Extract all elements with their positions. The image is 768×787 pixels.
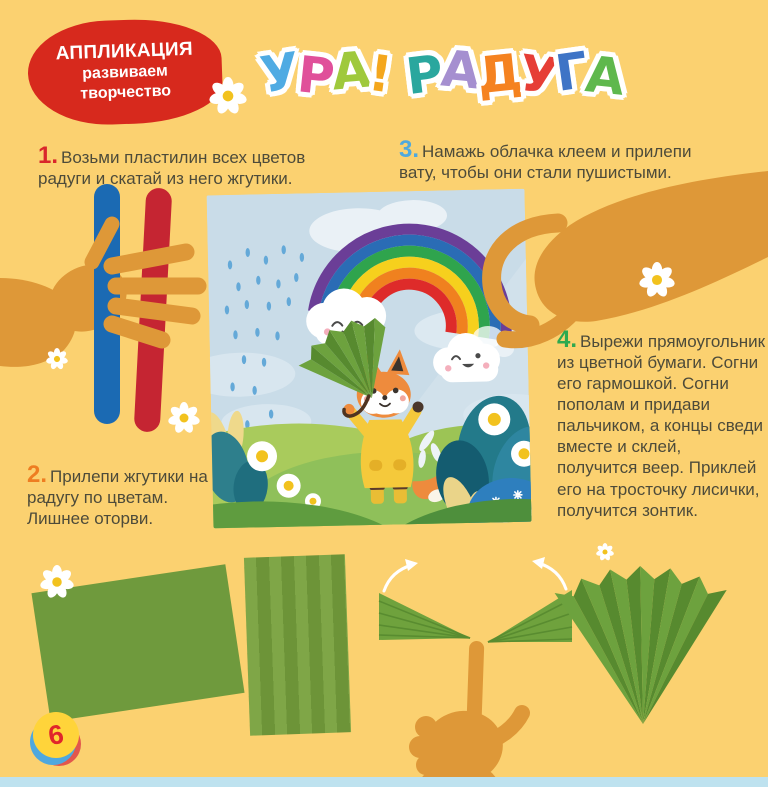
step-4-body: Вырежи прямоугольник из цветной бумаги. Согни его гармошкой. Согни пополам и придави пальчиком, а концы сведи вместе и склей, получится веер. Приклей его на тросточку лисички, получится зонтик. bbox=[557, 332, 766, 520]
step-3-number: 3. bbox=[399, 136, 420, 163]
index-finger bbox=[467, 641, 485, 721]
accordion-folded-paper bbox=[244, 554, 351, 735]
finished-fan bbox=[552, 548, 752, 740]
title-letter: А bbox=[438, 39, 482, 101]
footer-strip bbox=[0, 777, 768, 787]
title-letter: А bbox=[582, 45, 628, 107]
title-letter: Г bbox=[552, 41, 592, 103]
step-1-body: Возьми пластилин всех цветов радуги и скатай из него жгутики. bbox=[38, 148, 306, 189]
raincoat bbox=[360, 419, 414, 488]
step-2-text bbox=[27, 463, 229, 529]
step-3-text bbox=[399, 138, 729, 183]
title-letter: У bbox=[516, 43, 562, 107]
pressing-hand bbox=[409, 641, 522, 787]
daisy-icon bbox=[168, 402, 200, 434]
page-number-badge bbox=[30, 712, 84, 770]
daisy-icon bbox=[639, 262, 675, 298]
daisy-icon bbox=[596, 543, 614, 561]
step-1-text bbox=[38, 144, 353, 189]
step-1-number: 1. bbox=[38, 142, 59, 169]
page-title bbox=[248, 28, 638, 118]
page-number: 6 bbox=[45, 718, 66, 751]
title-letter: У bbox=[256, 41, 304, 105]
step-2-number: 2. bbox=[27, 461, 48, 488]
title-letter: Р bbox=[294, 45, 337, 107]
badge-title: АППЛИКАЦИЯ bbox=[55, 38, 194, 65]
daisy-icon bbox=[40, 565, 74, 599]
title-letter: Д bbox=[474, 42, 525, 106]
daisy-icon bbox=[209, 77, 247, 115]
title-letter: Р bbox=[402, 43, 447, 107]
badge-subtitle-1: развиваем bbox=[81, 62, 169, 83]
badge-subtitle-2: творчество bbox=[80, 82, 172, 103]
title-letter: ! bbox=[364, 43, 396, 105]
child-arm-right bbox=[534, 171, 768, 322]
fold-up-arrows bbox=[384, 557, 566, 591]
daisy-icon bbox=[46, 348, 68, 370]
step-4-text bbox=[557, 328, 765, 521]
applique-badge bbox=[26, 17, 224, 128]
step-2-body: Прилепи жгутики на радугу по цветам. Лишнее оторви. bbox=[27, 467, 208, 529]
step-4-number: 4. bbox=[557, 326, 578, 353]
step-3-body: Намажь облачка клеем и прилепи вату, чтобы они стали пушистыми. bbox=[399, 142, 692, 183]
title-letter: А bbox=[329, 40, 374, 102]
